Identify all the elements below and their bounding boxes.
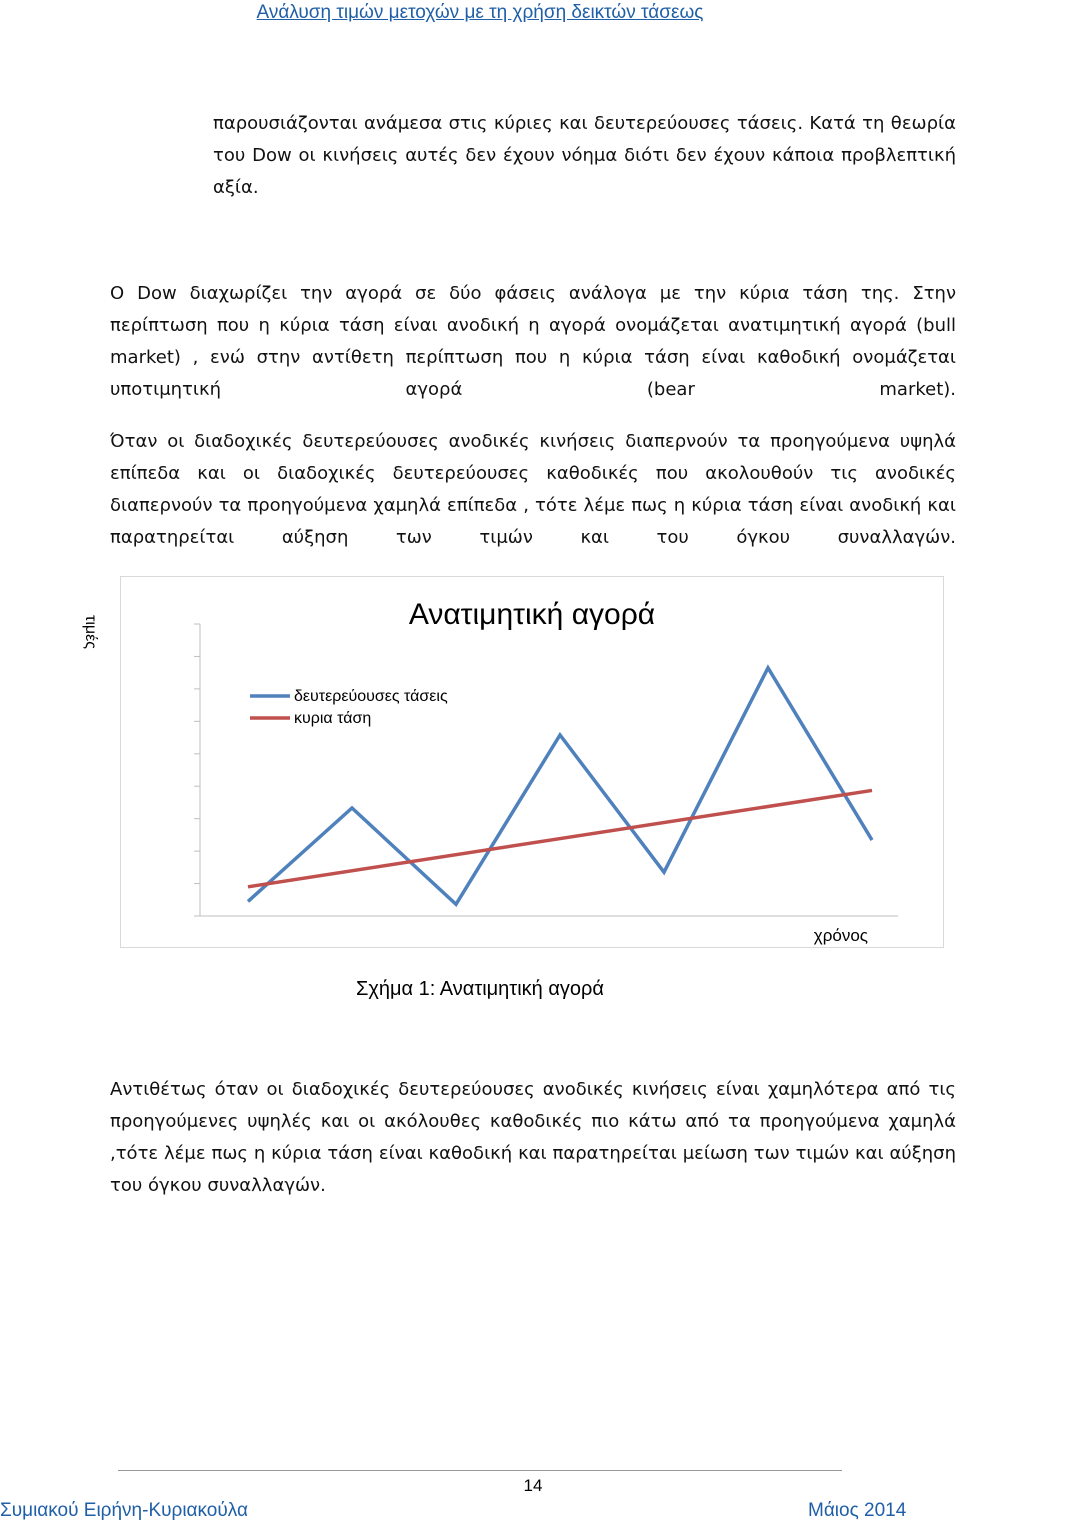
footer-author: Συμιακού Ειρήνη-Κυριακούλα (0, 1500, 248, 1521)
y-axis-label: τιμές (82, 615, 99, 649)
figure-caption: Σχήμα 1: Ανατιμητική αγορά (356, 978, 604, 1000)
footer-divider (118, 1470, 842, 1471)
page-number: 14 (523, 1476, 543, 1495)
page-header-title: Ανάλυση τιμών μετοχών με τη χρήση δεικτών τάσεως (256, 2, 704, 23)
chart-svg (82, 576, 944, 948)
paragraph-2: Ο Dow διαχωρίζει την αγορά σε δύο φάσεις ανάλογα με την κύρια τάση της. Στην περίπτωση που η κύρια τάση είναι ανοδική η αγορά ονομάζεται ανατιμητική αγορά (bull market) , ενώ στην αντίθετη περίπτωση που η κύρια τάση είναι καθοδική ονομάζεται υποτιμητική αγορά (bear market). (110, 283, 956, 400)
legend-label-1: δευτερεύουσες τάσεις (294, 688, 448, 705)
paragraph-3: Όταν οι διαδοχικές δευτερεύουσες ανοδικές κινήσεις διαπερνούν τα προηγούμενα υψηλά επίπεδα και οι διαδοχικές δευτερεύουσες καθοδικές που ακολουθούν τις ανοδικές διαπερνούν τα προηγούμενα χαμηλά επίπεδα , τότε λέμε πως η κύρια τάση είναι ανοδική και παρατηρείται αύξηση των τιμών και του όγκου συναλλαγών. (110, 431, 956, 548)
paragraph-4: Αντιθέτως όταν οι διαδοχικές δευτερεύουσες ανοδικές κινήσεις είναι χαμηλότερα από τις προηγούμενες υψηλές και οι ακόλουθες καθοδικές πιο κάτω από τα προηγούμενα χαμηλά ,τότε λέμε πως η κύρια τάση είναι καθοδική και παρατηρείται μείωση των τιμών και αύξηση του όγκου συναλλαγών. (110, 1079, 956, 1196)
bull-market-chart (82, 576, 944, 948)
chart-title: Ανατιμητική αγορά (408, 598, 656, 631)
paragraph-1: παρουσιάζονται ανάμεσα στις κύριες και δευτερεύουσες τάσεις. Κατά τη θεωρία του Dow οι κινήσεις αυτές δεν έχουν νόημα διότι δεν έχουν κάποια προβλεπτική αξία. (213, 113, 956, 198)
legend-label-2: κυρια τάση (294, 710, 372, 727)
x-axis-label: χρόνος (813, 926, 868, 945)
chart-frame (121, 577, 944, 948)
footer-date: Μάιος 2014 (808, 1500, 907, 1521)
